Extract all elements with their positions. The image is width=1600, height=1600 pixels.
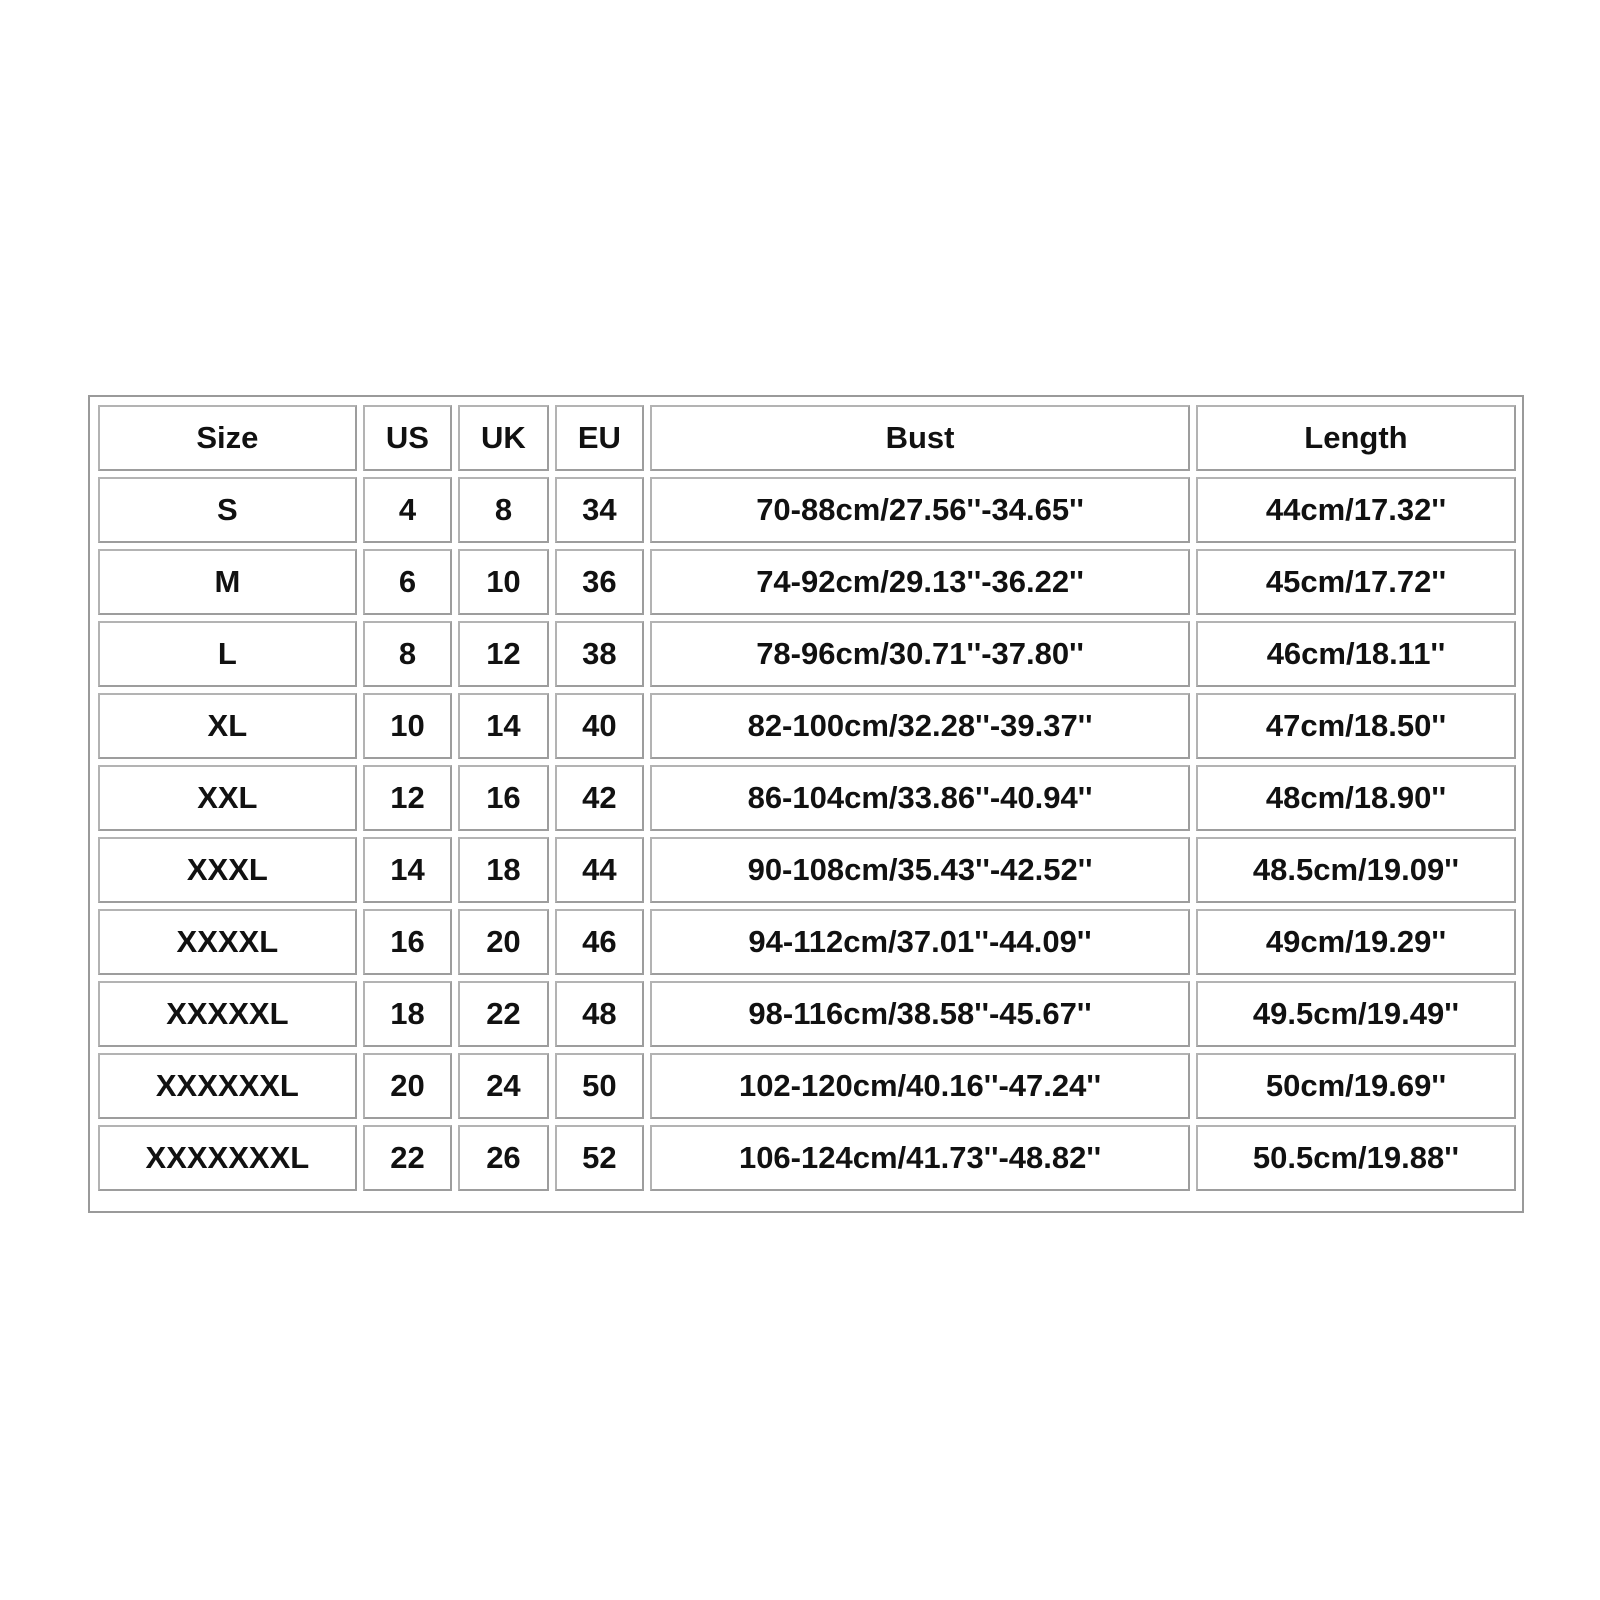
cell-us: 18 — [363, 981, 452, 1047]
cell-us: 20 — [363, 1053, 452, 1119]
cell-eu: 38 — [555, 621, 644, 687]
cell-eu: 48 — [555, 981, 644, 1047]
header-eu: EU — [555, 405, 644, 471]
cell-bust: 106-124cm/41.73''-48.82'' — [650, 1125, 1190, 1191]
cell-bust: 102-120cm/40.16''-47.24'' — [650, 1053, 1190, 1119]
cell-eu: 44 — [555, 837, 644, 903]
cell-length: 45cm/17.72'' — [1196, 549, 1516, 615]
table-row — [98, 837, 1516, 903]
cell-uk: 12 — [458, 621, 549, 687]
cell-us: 6 — [363, 549, 452, 615]
cell-length: 46cm/18.11'' — [1196, 621, 1516, 687]
table-row — [98, 1125, 1516, 1191]
cell-uk: 22 — [458, 981, 549, 1047]
size-chart-frame — [88, 395, 1524, 1213]
cell-bust: 70-88cm/27.56''-34.65'' — [650, 477, 1190, 543]
cell-us: 12 — [363, 765, 452, 831]
cell-eu: 52 — [555, 1125, 644, 1191]
table-row — [98, 549, 1516, 615]
cell-bust: 82-100cm/32.28''-39.37'' — [650, 693, 1190, 759]
header-uk: UK — [458, 405, 549, 471]
header-bust: Bust — [650, 405, 1190, 471]
cell-length: 48.5cm/19.09'' — [1196, 837, 1516, 903]
cell-uk: 26 — [458, 1125, 549, 1191]
size-chart-table — [92, 399, 1522, 1197]
cell-us: 22 — [363, 1125, 452, 1191]
cell-bust: 98-116cm/38.58''-45.67'' — [650, 981, 1190, 1047]
cell-uk: 10 — [458, 549, 549, 615]
cell-length: 44cm/17.32'' — [1196, 477, 1516, 543]
cell-uk: 20 — [458, 909, 549, 975]
cell-uk: 18 — [458, 837, 549, 903]
header-row — [98, 405, 1516, 471]
cell-eu: 50 — [555, 1053, 644, 1119]
cell-uk: 16 — [458, 765, 549, 831]
cell-length: 49.5cm/19.49'' — [1196, 981, 1516, 1047]
cell-eu: 36 — [555, 549, 644, 615]
cell-us: 8 — [363, 621, 452, 687]
table-row — [98, 909, 1516, 975]
table-row — [98, 765, 1516, 831]
cell-size: XXXXXL — [98, 981, 357, 1047]
cell-length: 50.5cm/19.88'' — [1196, 1125, 1516, 1191]
cell-bust: 94-112cm/37.01''-44.09'' — [650, 909, 1190, 975]
cell-eu: 40 — [555, 693, 644, 759]
cell-length: 49cm/19.29'' — [1196, 909, 1516, 975]
cell-size: S — [98, 477, 357, 543]
table-row — [98, 1053, 1516, 1119]
size-chart-body — [98, 477, 1516, 1191]
cell-size: XXXXXXL — [98, 1053, 357, 1119]
header-us: US — [363, 405, 452, 471]
cell-eu: 42 — [555, 765, 644, 831]
cell-bust: 78-96cm/30.71''-37.80'' — [650, 621, 1190, 687]
cell-size: XL — [98, 693, 357, 759]
cell-us: 14 — [363, 837, 452, 903]
table-row — [98, 981, 1516, 1047]
cell-us: 16 — [363, 909, 452, 975]
cell-bust: 90-108cm/35.43''-42.52'' — [650, 837, 1190, 903]
cell-eu: 34 — [555, 477, 644, 543]
cell-uk: 8 — [458, 477, 549, 543]
table-row — [98, 693, 1516, 759]
cell-us: 4 — [363, 477, 452, 543]
cell-size: M — [98, 549, 357, 615]
cell-uk: 14 — [458, 693, 549, 759]
cell-size: XXXXL — [98, 909, 357, 975]
table-row — [98, 477, 1516, 543]
header-length: Length — [1196, 405, 1516, 471]
cell-us: 10 — [363, 693, 452, 759]
table-row — [98, 621, 1516, 687]
cell-uk: 24 — [458, 1053, 549, 1119]
cell-size: XXL — [98, 765, 357, 831]
cell-bust: 74-92cm/29.13''-36.22'' — [650, 549, 1190, 615]
cell-length: 48cm/18.90'' — [1196, 765, 1516, 831]
cell-bust: 86-104cm/33.86''-40.94'' — [650, 765, 1190, 831]
cell-length: 50cm/19.69'' — [1196, 1053, 1516, 1119]
cell-length: 47cm/18.50'' — [1196, 693, 1516, 759]
cell-size: L — [98, 621, 357, 687]
cell-size: XXXL — [98, 837, 357, 903]
header-size: Size — [98, 405, 357, 471]
cell-eu: 46 — [555, 909, 644, 975]
cell-size: XXXXXXXL — [98, 1125, 357, 1191]
